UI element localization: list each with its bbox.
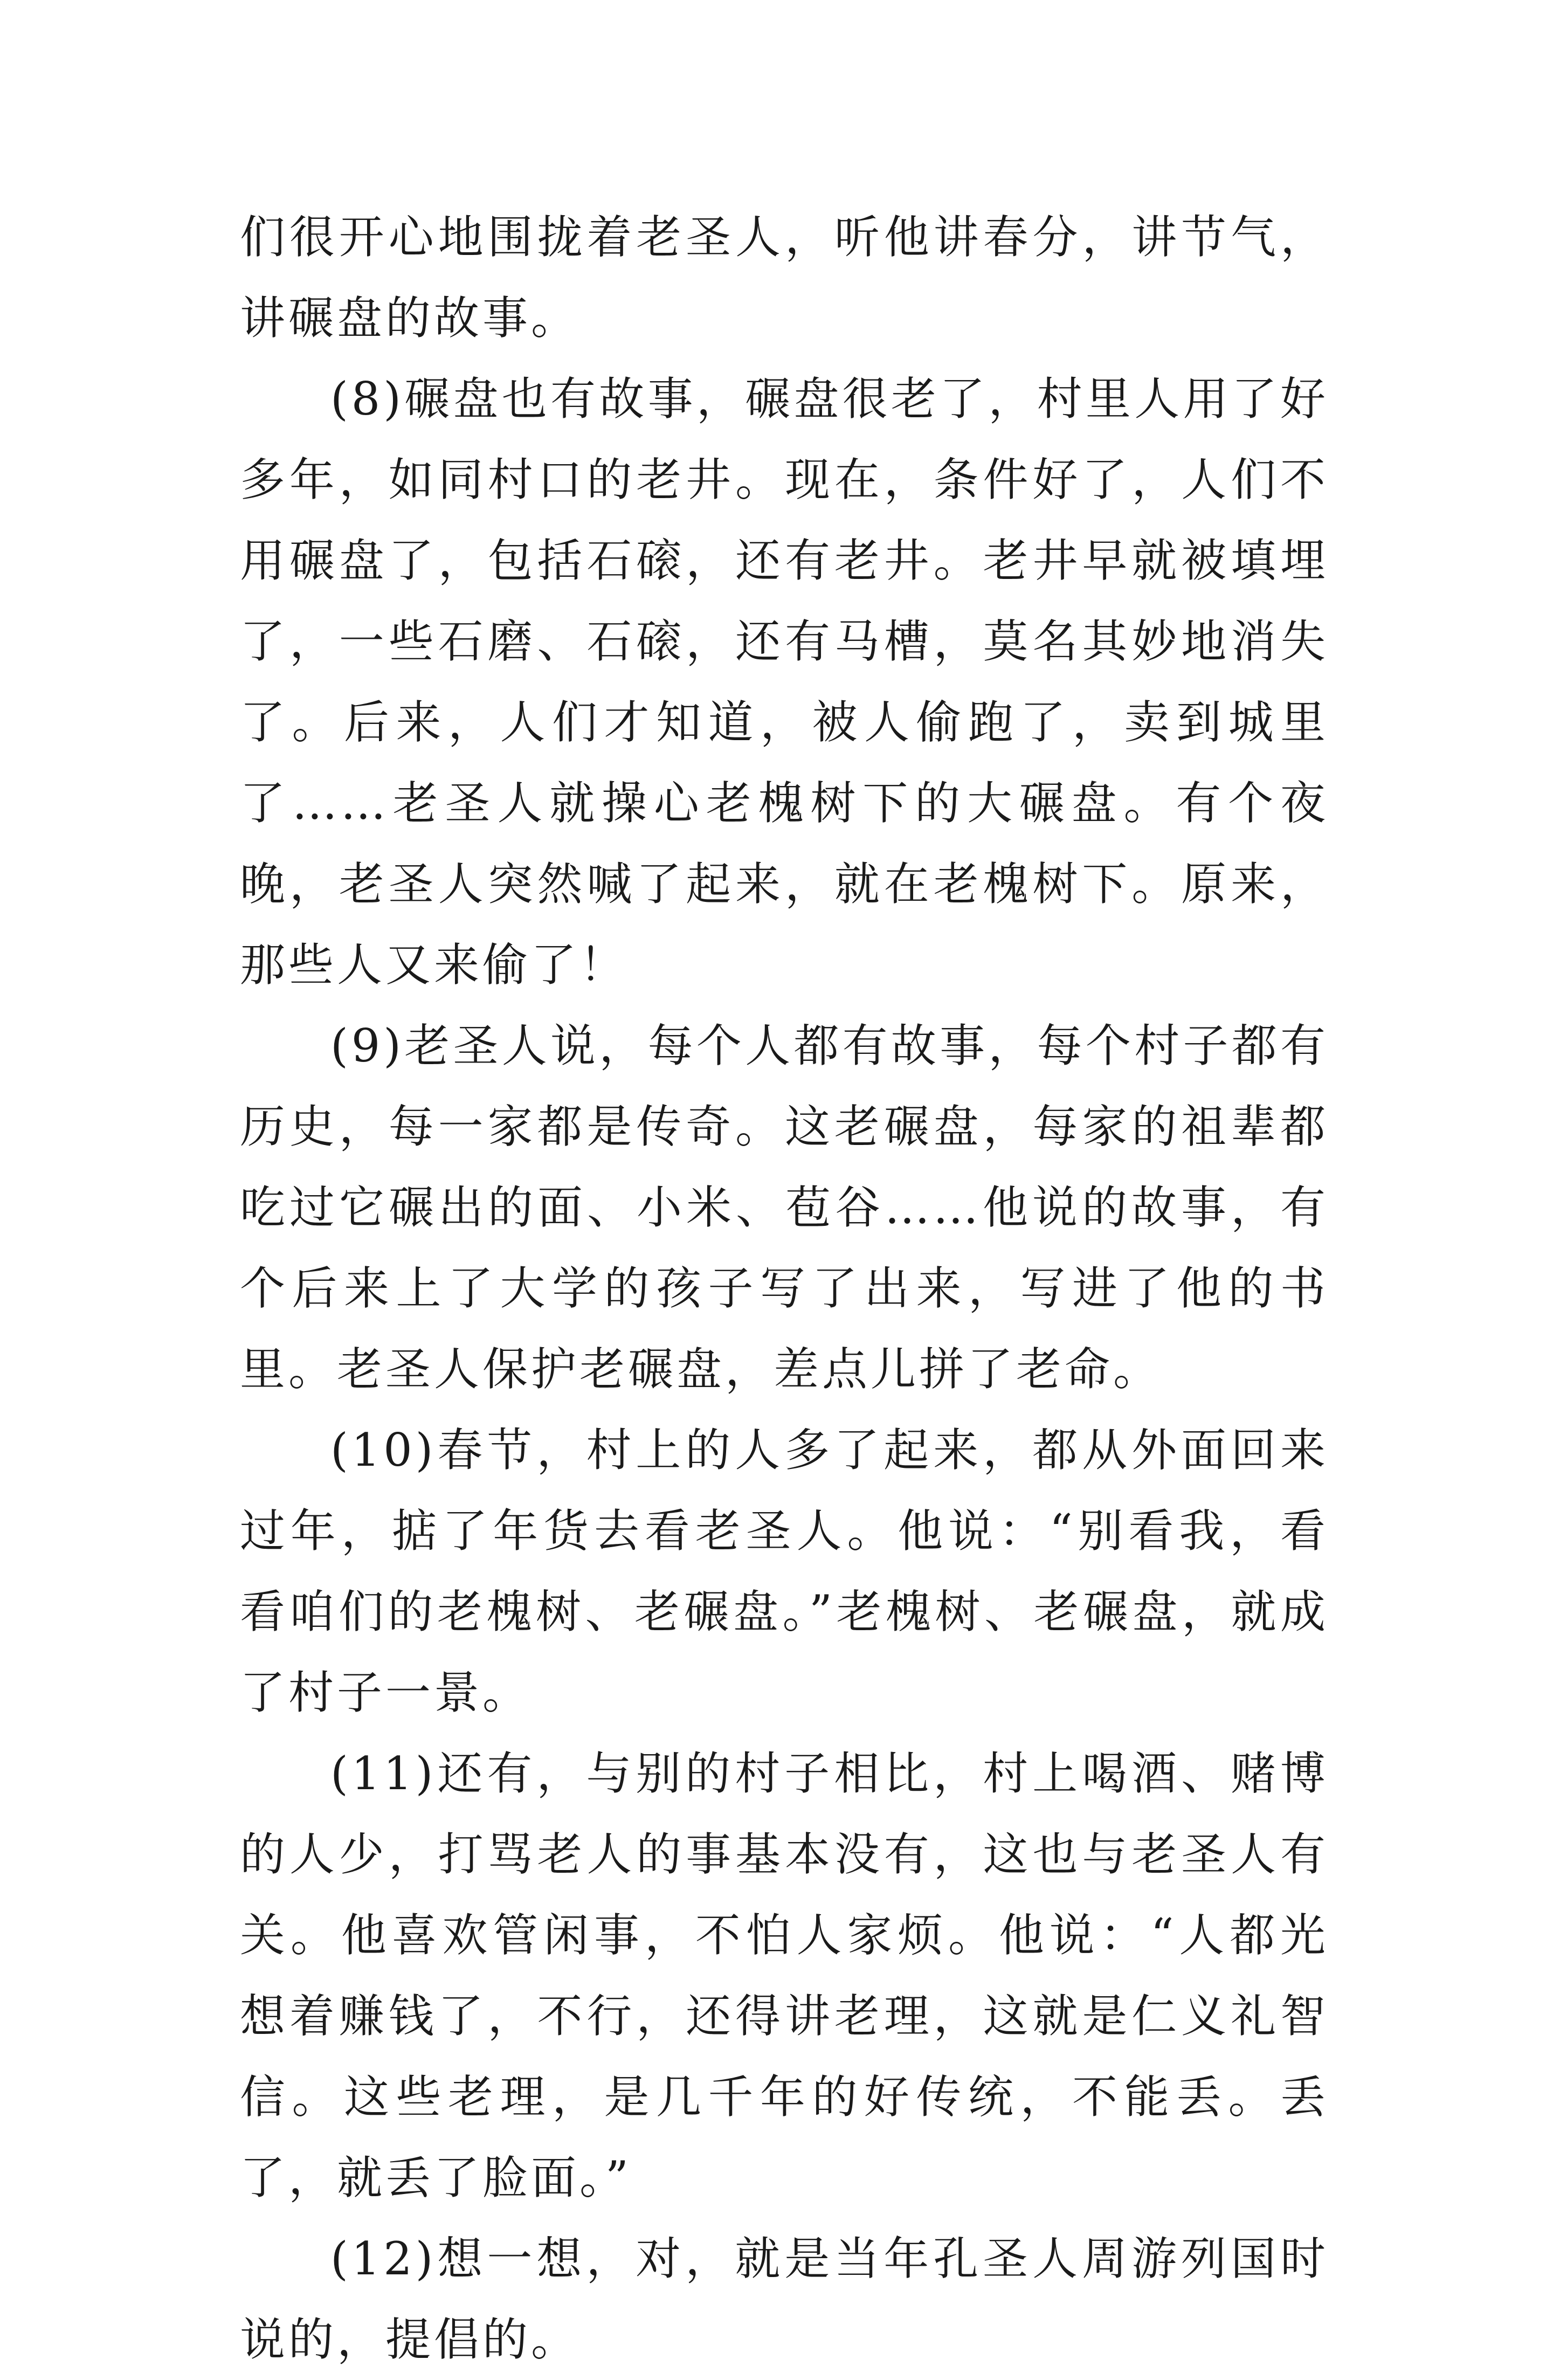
paragraph-12: (12)想一想，对，就是当年孔圣人周游列国时说的，提倡的。 — [240, 2232, 1329, 2366]
body-text — [240, 197, 1329, 2380]
paragraph-continued: 们很开心地围拢着老圣人，听他讲春分，讲节气，讲碾盘的故事。 — [240, 211, 1329, 344]
paragraph-8: (8)碾盘也有故事，碾盘很老了，村里人用了好多年，如同村口的老井。现在，条件好了，人们不用碾盘了，包括石磙，还有老井。老井早就被填埋了，一些石磨、石磙，还有马槽，莫名其妙地消失了。后来，人们才知道，被人偷跑了，卖到城里了……老圣人就操心老槐树下的大碾盘。有个夜晚，老圣人突然喊了起来，就在老槐树下。原来，那些人又来偷了！ — [240, 372, 1329, 991]
paragraph-10: (10)春节，村上的人多了起来，都从外面回来过年，掂了年货去看老圣人。他说：“别看我，看看咱们的老槐树、老碾盘。”老槐树、老碾盘，就成了村子一景。 — [240, 1424, 1329, 1719]
paragraph-11: (11)还有，与别的村子相比，村上喝酒、赌博的人少，打骂老人的事基本没有，这也与老圣人有关。他喜欢管闲事，不怕人家烦。他说：“人都光想着赚钱了，不行，还得讲老理，这就是仁义礼智信。这些老理，是几千年的好传统，不能丢。丢了，就丢了脸面。” — [240, 1747, 1329, 2204]
paragraph-9: (9)老圣人说，每个人都有故事，每个村子都有历史，每一家都是传奇。这老碾盘，每家的祖辈都吃过它碾出的面、小米、苞谷……他说的故事，有个后来上了大学的孩子写了出来，写进了他的书里。老圣人保护老碾盘，差点儿拼了老命。 — [240, 1019, 1329, 1396]
